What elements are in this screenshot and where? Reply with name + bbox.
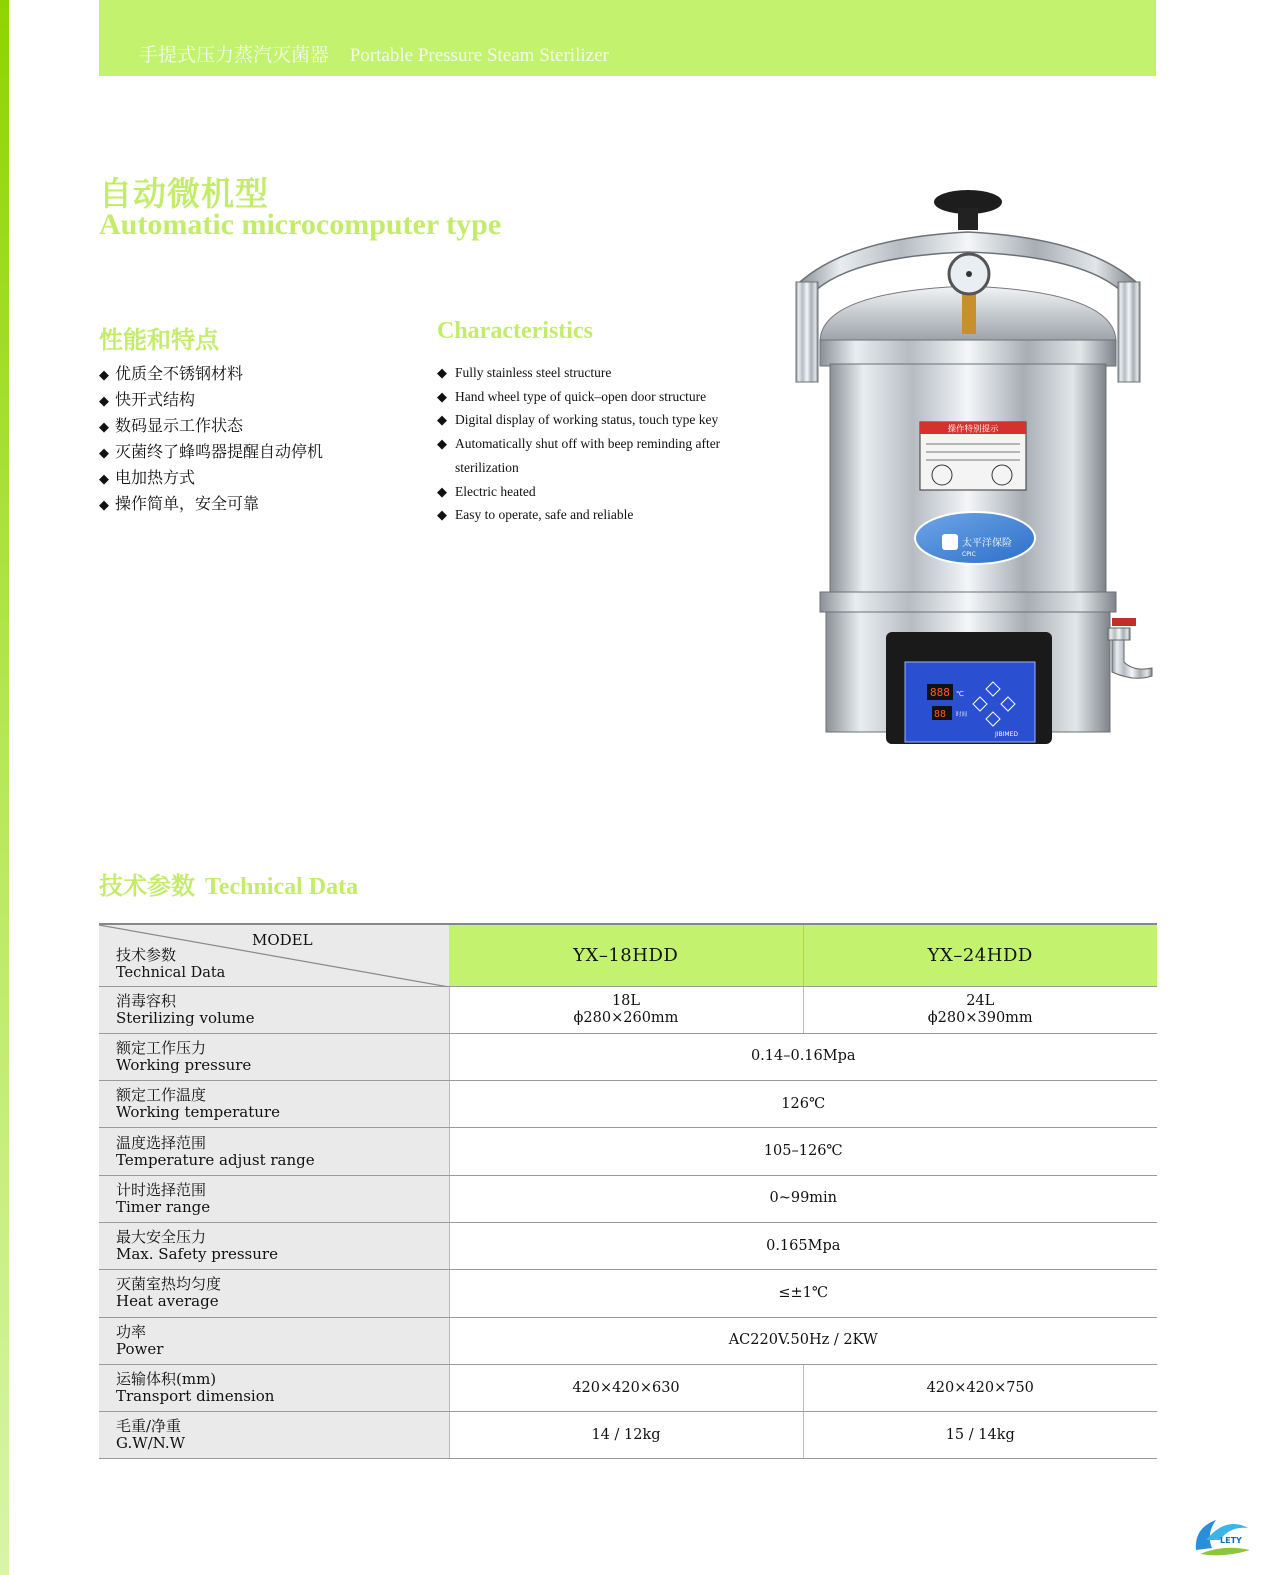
tech-data-title-cn: 技术参数 bbox=[99, 871, 195, 900]
logo-wave-icon bbox=[1200, 1548, 1250, 1556]
bullet-icon: ◆ bbox=[99, 446, 109, 461]
row-label: 额定工作温度 Working temperature bbox=[99, 1081, 449, 1128]
display-unit: ℃ bbox=[956, 690, 964, 698]
right-clamp bbox=[1118, 282, 1140, 382]
tech-data-table bbox=[99, 923, 1157, 1459]
bullet-icon: ◆ bbox=[437, 507, 447, 523]
product-title-cn: 自动微机型 bbox=[99, 174, 269, 213]
feature-item: ◆ 快开式结构 bbox=[99, 390, 196, 409]
left-clamp bbox=[796, 282, 818, 382]
row-label: 计时选择范围 Timer range bbox=[99, 1175, 449, 1222]
control-panel bbox=[886, 632, 1052, 744]
row-label: 灭菌室热均匀度 Heat average bbox=[99, 1270, 449, 1317]
table-row bbox=[99, 1317, 1157, 1364]
feature-item: ◆ 优质全不锈钢材料 bbox=[99, 364, 244, 383]
row-value: 126℃ bbox=[449, 1081, 1157, 1128]
row-value: 24L ϕ280×390mm bbox=[803, 986, 1157, 1033]
brand-logo bbox=[1190, 1510, 1254, 1560]
feature-item: ◆ 操作简单，安全可靠 bbox=[99, 494, 260, 513]
bullet-icon: ◆ bbox=[437, 388, 447, 404]
row-label: 额定工作压力 Working pressure bbox=[99, 1033, 449, 1080]
table-row bbox=[99, 1364, 1157, 1411]
row-value: 0.165Mpa bbox=[449, 1222, 1157, 1269]
row-value: 105–126℃ bbox=[449, 1128, 1157, 1175]
header-band bbox=[99, 0, 1156, 76]
feature-item: ◆ 数码显示工作状态 bbox=[99, 416, 244, 435]
features-title-cn: 性能和特点 bbox=[99, 325, 219, 354]
header-title-cn: 手提式压力蒸汽灭菌器 bbox=[139, 45, 330, 66]
row-value: ≤±1℃ bbox=[449, 1270, 1157, 1317]
table-row bbox=[99, 1033, 1157, 1080]
bullet-icon: ◆ bbox=[99, 368, 109, 383]
corner-label-en: Technical Data bbox=[116, 965, 226, 981]
table-row bbox=[99, 1175, 1157, 1222]
bullet-icon: ◆ bbox=[437, 365, 447, 380]
tech-data-title-en: Technical Data bbox=[205, 874, 359, 900]
model-name: YX–24HDD bbox=[803, 924, 1157, 986]
warning-label-text: 操作特别提示 bbox=[947, 424, 999, 435]
base-band bbox=[820, 592, 1116, 612]
warning-label bbox=[920, 422, 1026, 490]
row-label: 消毒容积 Sterilizing volume bbox=[99, 986, 449, 1033]
table-header-row bbox=[99, 924, 1157, 986]
panel-brand: JIBIMED bbox=[995, 731, 1019, 738]
row-label: 功率 Power bbox=[99, 1317, 449, 1364]
left-accent-stripe bbox=[0, 0, 9, 1575]
timer-display: 88 bbox=[934, 709, 947, 720]
feature-list-cn bbox=[99, 362, 323, 518]
row-value: 0~99min bbox=[449, 1175, 1157, 1222]
row-value: 420×420×750 bbox=[803, 1364, 1157, 1411]
model-name: YX–18HDD bbox=[449, 924, 803, 986]
row-value: 14 / 12kg bbox=[449, 1412, 803, 1459]
table-row bbox=[99, 1128, 1157, 1175]
rim bbox=[820, 340, 1116, 366]
cpic-logo-icon bbox=[942, 534, 958, 550]
feature-item: ◆ Digital display of working status, touch type key bbox=[437, 408, 767, 432]
logo-text: LETY bbox=[1220, 1536, 1242, 1545]
model-corner-cell bbox=[99, 924, 449, 986]
header-title bbox=[139, 40, 609, 67]
feature-item: ◆ Hand wheel type of quick–open door structure bbox=[437, 385, 767, 409]
bullet-icon: ◆ bbox=[99, 472, 109, 487]
row-value: 0.14–0.16Mpa bbox=[449, 1033, 1157, 1080]
timer-label: 时间 bbox=[956, 712, 968, 718]
feature-item: ◆ 灭菌终了蜂鸣器提醒自动停机 bbox=[99, 442, 324, 461]
bullet-icon: ◆ bbox=[437, 483, 447, 499]
row-value: 15 / 14kg bbox=[803, 1412, 1157, 1459]
feature-item: ◆ Electric heated bbox=[437, 480, 767, 504]
feature-item: ◆ Easy to operate, safe and reliable bbox=[437, 503, 767, 527]
row-value: 18L ϕ280×260mm bbox=[449, 986, 803, 1033]
bullet-icon: ◆ bbox=[437, 412, 447, 428]
features-title-en: Characteristics bbox=[437, 318, 593, 344]
row-label: 最大安全压力 Max. Safety pressure bbox=[99, 1222, 449, 1269]
row-value: AC220V.50Hz / 2KW bbox=[449, 1317, 1157, 1364]
temperature-display: 888 bbox=[930, 686, 950, 699]
feature-list-en bbox=[437, 361, 767, 527]
sterilizer-illustration bbox=[790, 182, 1160, 762]
row-label: 运输体积(mm) Transport dimension bbox=[99, 1364, 449, 1411]
insurance-badge bbox=[915, 512, 1035, 564]
feature-item: ◆ 电加热方式 bbox=[99, 468, 196, 487]
header-title-en: Portable Pressure Steam Sterilizer bbox=[349, 45, 609, 66]
model-label: MODEL bbox=[252, 931, 313, 949]
table-row bbox=[99, 1412, 1157, 1459]
row-label: 温度选择范围 Temperature adjust range bbox=[99, 1128, 449, 1175]
knob-icon bbox=[934, 190, 1002, 230]
table-row bbox=[99, 1081, 1157, 1128]
table-row bbox=[99, 1270, 1157, 1317]
table-row bbox=[99, 1222, 1157, 1269]
table-row bbox=[99, 986, 1157, 1033]
badge-subtext: CPIC bbox=[962, 551, 976, 558]
corner-label-cn: 技术参数 bbox=[116, 946, 177, 964]
badge-text: 太平洋保险 bbox=[962, 538, 1012, 549]
bullet-icon: ◆ bbox=[99, 394, 109, 409]
bullet-icon: ◆ bbox=[99, 420, 109, 435]
bullet-icon: ◆ bbox=[437, 436, 447, 452]
tech-data-title bbox=[99, 866, 358, 901]
row-value: 420×420×630 bbox=[449, 1364, 803, 1411]
bullet-icon: ◆ bbox=[99, 498, 109, 513]
drain-valve-icon bbox=[1108, 618, 1152, 678]
product-title-en: Automatic microcomputer type bbox=[99, 208, 502, 241]
feature-item: ◆ Automatically shut off with beep reminding after sterilization bbox=[437, 432, 767, 479]
feature-item: ◆ Fully stainless steel structure bbox=[437, 361, 767, 385]
row-label: 毛重/净重 G.W/N.W bbox=[99, 1412, 449, 1459]
